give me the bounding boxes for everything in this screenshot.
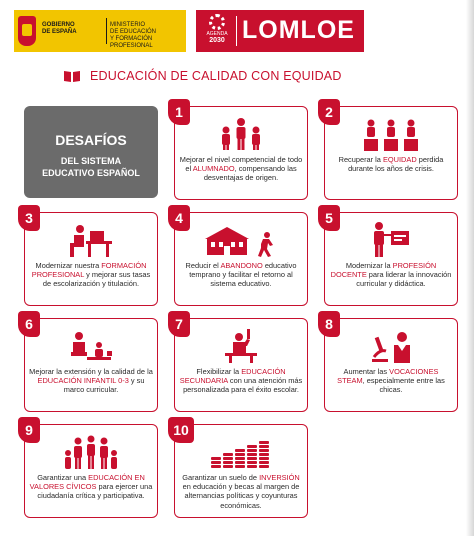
challenge-card-1 bbox=[174, 106, 308, 200]
coin-stacks-icon bbox=[209, 437, 273, 469]
lomloe-divider bbox=[236, 16, 237, 46]
card-text-post: educativo temprano y facilitar el retorno al sistema educativo. bbox=[189, 261, 297, 289]
challenge-card-10 bbox=[174, 424, 308, 518]
card-text-pre: Modernizar nuestra bbox=[35, 261, 102, 270]
card-text-post: , especialmente entre las chicas. bbox=[362, 376, 445, 395]
student-desk-icon bbox=[66, 223, 116, 257]
card-text-highlight: VOCACIONES STEAM bbox=[337, 367, 439, 386]
card-text-post: en educación y becas al margen de alternancias políticas y coyunturas económicas. bbox=[182, 482, 300, 510]
card-number: 4 bbox=[168, 205, 190, 231]
school-dropout-icon bbox=[201, 223, 281, 257]
card-text-post: y mejorar sus tasas de escolarización y titulación. bbox=[42, 270, 151, 289]
card-text-highlight: EDUCACIÓN SECUNDARIA bbox=[179, 367, 286, 386]
card-number: 5 bbox=[318, 205, 340, 231]
challenge-card-2 bbox=[324, 106, 458, 200]
card-text bbox=[329, 367, 453, 395]
lomloe-title: LOMLOE bbox=[242, 16, 355, 44]
card-text bbox=[179, 367, 303, 395]
card-text-post: perdida durante los años de crisis. bbox=[348, 155, 444, 174]
card-text-post: , compensando las desventajas de origen. bbox=[203, 164, 297, 183]
card-text bbox=[29, 261, 153, 289]
card-number: 10 bbox=[168, 417, 194, 443]
card-text bbox=[179, 155, 303, 183]
microscope-scientist-icon bbox=[368, 331, 414, 363]
card-text-highlight: ALUMNADO bbox=[192, 164, 235, 174]
agenda-year: 2030 bbox=[209, 37, 225, 44]
citizens-group-icon bbox=[64, 435, 118, 469]
card-text-pre: Flexibilizar la bbox=[196, 367, 242, 376]
agenda-2030-badge bbox=[202, 14, 232, 48]
card-text-post: para ejercer una ciudadanía crítica y participativa. bbox=[37, 482, 153, 501]
students-group-icon bbox=[211, 117, 271, 151]
challenge-card-7 bbox=[174, 318, 308, 412]
card-text-highlight: EDUCACIÓN EN VALORES CÍVICOS bbox=[29, 473, 145, 492]
challenge-card-5 bbox=[324, 212, 458, 306]
card-text-pre: Recuperar la bbox=[338, 155, 383, 164]
card-text-highlight: PROFESIÓN DOCENTE bbox=[330, 261, 437, 280]
card-text bbox=[29, 367, 153, 395]
card-number: 2 bbox=[318, 99, 340, 125]
open-book-icon bbox=[64, 70, 80, 82]
card-text bbox=[179, 473, 303, 510]
card-text-pre: Garantizar una bbox=[37, 473, 89, 482]
card-text-pre: Aumentar las bbox=[343, 367, 390, 376]
card-text bbox=[329, 155, 453, 173]
card-text-highlight: FORMACIÓN PROFESIONAL bbox=[31, 261, 147, 280]
ministry-label bbox=[110, 22, 186, 50]
card-text-post: y su marco curricular. bbox=[63, 376, 145, 395]
card-text-highlight: INVERSIÓN bbox=[259, 473, 300, 482]
challenge-card-6 bbox=[24, 318, 158, 412]
agenda-label: AGENDA bbox=[206, 31, 228, 37]
challenge-card-9 bbox=[24, 424, 158, 518]
desafios-subtitle-line1: DEL SISTEMA bbox=[60, 156, 122, 166]
challenge-card-3 bbox=[24, 212, 158, 306]
card-text-pre: Reducir el bbox=[185, 261, 221, 270]
card-text-pre: Garantizar un suelo de bbox=[182, 473, 260, 482]
section-heading bbox=[64, 66, 342, 86]
card-number: 6 bbox=[18, 311, 40, 337]
gov-line2: DE ESPAÑA bbox=[42, 29, 77, 35]
card-text-pre: Mejorar el nivel competencial de todo el bbox=[179, 155, 303, 174]
sdg-ring-icon bbox=[209, 14, 225, 30]
card-text-post: con una atención más personalizada para el éxito escolar. bbox=[183, 376, 303, 395]
card-text-pre: Modernizar la bbox=[345, 261, 393, 270]
card-text-highlight: EQUIDAD bbox=[382, 155, 417, 164]
section-title: EDUCACIÓN DE CALIDAD CON EQUIDAD bbox=[90, 69, 342, 83]
card-text bbox=[29, 473, 153, 501]
coat-of-arms-icon bbox=[18, 16, 36, 46]
header bbox=[14, 10, 374, 52]
card-number: 7 bbox=[168, 311, 190, 337]
card-text-highlight: ABANDONO bbox=[220, 261, 263, 270]
desafios-box bbox=[24, 106, 158, 198]
government-label bbox=[42, 22, 102, 36]
gov-line1: GOBIERNO bbox=[42, 22, 75, 28]
card-text-pre: Mejorar la extensión y la calidad de la bbox=[29, 367, 153, 376]
card-text-post: para liderar la innovación curricular y didáctica. bbox=[356, 270, 452, 289]
government-logo bbox=[14, 10, 186, 52]
card-number: 9 bbox=[18, 417, 40, 443]
challenge-card-8 bbox=[324, 318, 458, 412]
desafios-subtitle bbox=[24, 155, 158, 179]
card-text bbox=[329, 261, 453, 289]
card-text-highlight: EDUCACIÓN INFANTIL 0-3 bbox=[37, 376, 129, 386]
lomloe-logo bbox=[196, 10, 364, 52]
raised-hand-student-icon bbox=[221, 329, 261, 363]
ministry-line3: Y FORMACIÓN PROFESIONAL bbox=[110, 36, 153, 49]
desafios-title: DESAFÍOS bbox=[55, 132, 127, 148]
teacher-board-icon bbox=[369, 221, 413, 257]
ministry-line2: DE EDUCACIÓN bbox=[110, 29, 157, 35]
card-number: 8 bbox=[318, 311, 340, 337]
card-number: 3 bbox=[18, 205, 40, 231]
card-number: 1 bbox=[168, 99, 190, 125]
card-text bbox=[179, 261, 303, 289]
challenge-card-4 bbox=[174, 212, 308, 306]
logo-divider bbox=[106, 18, 107, 44]
desafios-subtitle-line2: EDUCATIVO ESPAÑOL bbox=[42, 168, 140, 178]
page-edge-shadow bbox=[466, 0, 474, 536]
equity-podium-icon bbox=[359, 117, 423, 151]
ministry-line1: MINISTERIO bbox=[110, 22, 146, 28]
early-childhood-icon bbox=[67, 331, 115, 363]
